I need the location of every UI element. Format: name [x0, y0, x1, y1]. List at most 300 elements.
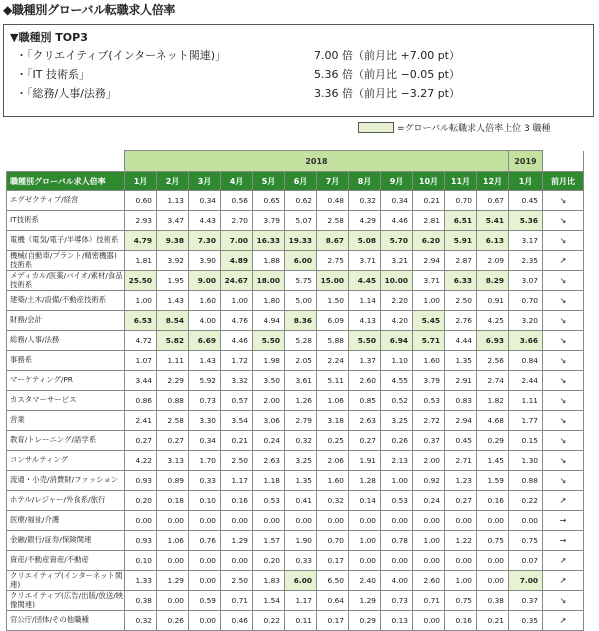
ratio-cell: 0.34 [381, 191, 413, 211]
ratio-cell: 0.00 [477, 511, 509, 531]
ratio-cell: 4.44 [445, 331, 477, 351]
ratio-cell: 3.13 [157, 451, 189, 471]
trend-arrow-icon: ↘ [543, 391, 584, 411]
ratio-cell: 6.09 [317, 311, 349, 331]
ratio-cell: 0.59 [189, 591, 221, 611]
ratio-cell: 3.06 [253, 411, 285, 431]
table-row [7, 311, 584, 331]
trend-arrow-icon: ↘ [543, 191, 584, 211]
ratio-cell: 1.00 [221, 291, 253, 311]
trend-arrow-icon: ↘ [543, 431, 584, 451]
ratio-cell: 0.16 [221, 491, 253, 511]
ratio-cell: 0.53 [413, 391, 445, 411]
ratio-cell: 1.37 [349, 351, 381, 371]
header-month: 1月 [509, 172, 543, 191]
ratio-cell: 4.43 [189, 211, 221, 231]
ratio-cell: 4.13 [349, 311, 381, 331]
ratio-cell: 5.07 [285, 211, 317, 231]
ratio-cell: 2.74 [477, 371, 509, 391]
ratio-cell: 1.45 [477, 451, 509, 471]
ratio-cell: 0.27 [125, 431, 157, 451]
ratio-cell: 0.24 [253, 431, 285, 451]
trend-arrow-icon: ↘ [543, 311, 584, 331]
ratio-cell: 0.16 [445, 611, 477, 631]
ratio-cell: 5.50 [253, 331, 285, 351]
ratio-cell: 2.60 [413, 571, 445, 591]
ratio-cell: 4.68 [477, 411, 509, 431]
trend-arrow-icon: ↗ [543, 251, 584, 271]
row-label: ホテル/レジャー/外食系/旅行 [7, 491, 125, 511]
ratio-cell: 0.46 [221, 611, 253, 631]
ratio-cell: 1.83 [253, 571, 285, 591]
ratio-cell: 0.00 [189, 551, 221, 571]
ratio-cell: 6.51 [445, 211, 477, 231]
ratio-cell: 0.18 [157, 491, 189, 511]
trend-arrow-icon: ↘ [543, 211, 584, 231]
ratio-cell: 0.00 [349, 511, 381, 531]
ratio-cell: 0.75 [445, 591, 477, 611]
ratio-cell: 1.26 [285, 391, 317, 411]
table-row [7, 431, 584, 451]
top3-item-value: 3.36 倍（前月比 −3.27 pt） [314, 87, 460, 100]
ratio-cell: 7.00 [221, 231, 253, 251]
ratio-cell: 3.79 [413, 371, 445, 391]
ratio-cell: 2.81 [413, 211, 445, 231]
ratio-cell: 0.73 [381, 591, 413, 611]
ratio-cell: 0.41 [285, 491, 317, 511]
row-label: コンサルティング [7, 451, 125, 471]
ratio-cell: 25.50 [125, 271, 157, 291]
ratio-cell: 1.35 [445, 351, 477, 371]
ratio-cell: 0.76 [189, 531, 221, 551]
top3-item-label: ・「IT 技術系」 [16, 68, 90, 81]
ratio-cell: 7.00 [509, 571, 543, 591]
ratio-cell: 4.20 [381, 311, 413, 331]
ratio-cell: 0.13 [381, 611, 413, 631]
ratio-cell: 3.61 [285, 371, 317, 391]
ratio-cell: 0.65 [253, 191, 285, 211]
ratio-cell: 2.70 [221, 211, 253, 231]
ratio-cell: 0.20 [253, 551, 285, 571]
ratio-cell: 0.35 [509, 611, 543, 631]
top3-item-label: ・「クリエイティブ(インターネット関連)」 [16, 49, 226, 62]
top3-item-value: 5.36 倍（前月比 −0.05 pt） [314, 68, 460, 81]
ratio-cell: 0.93 [125, 531, 157, 551]
ratio-cell: 0.00 [381, 511, 413, 531]
ratio-cell: 5.82 [157, 331, 189, 351]
ratio-cell: 0.89 [157, 471, 189, 491]
ratio-cell: 2.24 [317, 351, 349, 371]
header-month: 11月 [445, 172, 477, 191]
ratio-cell: 5.70 [381, 231, 413, 251]
ratio-cell: 4.55 [381, 371, 413, 391]
row-label: 機械(自動車/プラント/精密機器)技術系 [7, 251, 125, 271]
legend-text: =グローバル転職求人倍率上位 3 職種 [397, 124, 551, 134]
ratio-cell: 5.08 [349, 231, 381, 251]
ratio-cell: 6.20 [413, 231, 445, 251]
ratio-cell: 0.00 [157, 591, 189, 611]
ratio-cell: 10.00 [381, 271, 413, 291]
ratio-cell: 1.11 [157, 351, 189, 371]
ratio-cell: 2.50 [221, 571, 253, 591]
header-month: 4月 [221, 172, 253, 191]
ratio-cell: 0.00 [189, 511, 221, 531]
year-header-blank [543, 151, 584, 172]
ratio-cell: 0.17 [317, 551, 349, 571]
ratio-cell: 2.93 [125, 211, 157, 231]
ratio-cell: 0.15 [509, 431, 543, 451]
ratio-cell: 0.34 [189, 431, 221, 451]
ratio-cell: 0.10 [125, 551, 157, 571]
ratio-cell: 0.22 [509, 491, 543, 511]
table-row [7, 271, 584, 291]
row-label: クリエイティブ(広告/出版/放送/映像関連) [7, 591, 125, 611]
ratio-cell: 2.60 [349, 371, 381, 391]
ratio-cell: 3.20 [509, 311, 543, 331]
ratio-cell: 2.56 [477, 351, 509, 371]
ratio-cell: 19.33 [285, 231, 317, 251]
ratio-cell: 0.45 [509, 191, 543, 211]
ratio-cell: 1.72 [221, 351, 253, 371]
ratio-cell: 2.94 [413, 251, 445, 271]
ratio-cell: 0.17 [317, 611, 349, 631]
ratio-cell: 0.78 [381, 531, 413, 551]
ratio-cell: 0.25 [317, 431, 349, 451]
ratio-cell: 3.32 [221, 371, 253, 391]
ratio-cell: 2.20 [381, 291, 413, 311]
ratio-cell: 0.00 [413, 511, 445, 531]
ratio-cell: 2.72 [413, 411, 445, 431]
legend-swatch [358, 122, 394, 133]
ratio-cell: 8.54 [157, 311, 189, 331]
row-label: 資産/不動産資産/不動産 [7, 551, 125, 571]
ratio-cell: 2.71 [445, 451, 477, 471]
table-row [7, 231, 584, 251]
trend-arrow-icon: ↘ [543, 371, 584, 391]
ratio-cell: 3.17 [509, 231, 543, 251]
ratio-cell: 6.00 [285, 251, 317, 271]
ratio-cell: 0.21 [221, 431, 253, 451]
ratio-cell: 6.50 [317, 571, 349, 591]
ratio-cell: 0.27 [445, 491, 477, 511]
ratio-cell: 0.00 [477, 551, 509, 571]
ratio-cell: 0.00 [349, 551, 381, 571]
row-label: 財務/会計 [7, 311, 125, 331]
ratio-cell: 0.00 [189, 611, 221, 631]
ratio-cell: 0.60 [125, 191, 157, 211]
ratio-cell: 3.71 [413, 271, 445, 291]
ratio-cell: 2.13 [381, 451, 413, 471]
ratio-cell: 0.57 [221, 391, 253, 411]
ratio-cell: 6.33 [445, 271, 477, 291]
ratio-cell: 1.18 [253, 471, 285, 491]
ratio-cell: 1.22 [445, 531, 477, 551]
trend-arrow-icon: ↘ [543, 411, 584, 431]
ratio-cell: 4.46 [221, 331, 253, 351]
header-month: 前月比 [543, 172, 584, 191]
table-row [7, 511, 584, 531]
ratio-cell: 3.30 [189, 411, 221, 431]
ratio-cell: 0.64 [317, 591, 349, 611]
header-month: 1月 [125, 172, 157, 191]
ratio-cell: 4.25 [477, 311, 509, 331]
ratio-cell: 5.36 [509, 211, 543, 231]
ratio-cell: 0.07 [509, 551, 543, 571]
header-month: 6月 [285, 172, 317, 191]
ratio-cell: 0.29 [477, 431, 509, 451]
ratio-cell: 5.45 [413, 311, 445, 331]
ratio-cell: 0.70 [317, 531, 349, 551]
ratio-cell: 0.21 [477, 611, 509, 631]
ratio-cell: 3.71 [349, 251, 381, 271]
row-label: IT技術系 [7, 211, 125, 231]
ratio-cell: 0.00 [445, 511, 477, 531]
row-label: 事務系 [7, 351, 125, 371]
ratio-cell: 2.29 [157, 371, 189, 391]
table-row [7, 411, 584, 431]
table-row [7, 211, 584, 231]
ratio-cell: 9.00 [189, 271, 221, 291]
ratio-cell: 0.00 [413, 611, 445, 631]
top3-box [3, 24, 594, 117]
year-header-blank [7, 151, 125, 172]
ratio-cell: 1.70 [189, 451, 221, 471]
ratio-cell: 9.38 [157, 231, 189, 251]
row-label: 医療/福祉/介護 [7, 511, 125, 531]
ratio-cell: 0.00 [221, 551, 253, 571]
year-2019: 2019 [509, 151, 543, 172]
ratio-cell: 6.00 [285, 571, 317, 591]
ratio-cell: 1.80 [253, 291, 285, 311]
ratio-cell: 0.26 [157, 611, 189, 631]
header-month: 10月 [413, 172, 445, 191]
ratio-cell: 5.75 [285, 271, 317, 291]
ratio-cell: 1.60 [317, 471, 349, 491]
trend-arrow-icon: ↘ [543, 471, 584, 491]
ratio-cell: 4.00 [381, 571, 413, 591]
ratio-cell: 5.88 [317, 331, 349, 351]
ratio-cell: 3.25 [285, 451, 317, 471]
ratio-cell: 0.00 [157, 511, 189, 531]
ratio-cell: 0.22 [253, 611, 285, 631]
ratio-cell: 4.45 [349, 271, 381, 291]
ratio-cell: 4.29 [349, 211, 381, 231]
ratio-cell: 4.46 [381, 211, 413, 231]
ratio-cell: 1.60 [189, 291, 221, 311]
ratio-cell: 1.88 [253, 251, 285, 271]
ratio-cell: 0.75 [509, 531, 543, 551]
year-2018: 2018 [125, 151, 509, 172]
ratio-cell: 0.93 [125, 471, 157, 491]
ratio-cell: 0.92 [413, 471, 445, 491]
ratio-cell: 0.00 [381, 551, 413, 571]
ratio-cell: 6.13 [477, 231, 509, 251]
ratio-cell: 3.54 [221, 411, 253, 431]
table-row [7, 571, 584, 591]
trend-arrow-icon: ↗ [543, 571, 584, 591]
job-ratio-table [6, 150, 584, 631]
ratio-cell: 1.77 [509, 411, 543, 431]
ratio-cell: 3.18 [317, 411, 349, 431]
ratio-cell: 0.71 [221, 591, 253, 611]
ratio-cell: 0.27 [349, 431, 381, 451]
ratio-cell: 15.00 [317, 271, 349, 291]
ratio-cell: 0.26 [381, 431, 413, 451]
row-label: 官公庁/団体/その他職種 [7, 611, 125, 631]
row-label: クリエイティブ(インターネット関連) [7, 571, 125, 591]
trend-arrow-icon: ↘ [543, 231, 584, 251]
ratio-cell: 5.71 [413, 331, 445, 351]
ratio-cell: 1.13 [157, 191, 189, 211]
trend-arrow-icon: → [543, 531, 584, 551]
year-header-row [7, 151, 584, 172]
ratio-cell: 0.29 [349, 611, 381, 631]
top3-item-label: ・「総務/人事/法務」 [16, 87, 117, 100]
ratio-cell: 0.86 [125, 391, 157, 411]
ratio-cell: 5.28 [285, 331, 317, 351]
table-row [7, 351, 584, 371]
ratio-cell: 0.67 [477, 191, 509, 211]
ratio-cell: 0.48 [317, 191, 349, 211]
trend-arrow-icon: ↘ [543, 331, 584, 351]
row-label: 金融/銀行/証券/保険関連 [7, 531, 125, 551]
table-row [7, 371, 584, 391]
ratio-cell: 0.70 [445, 191, 477, 211]
ratio-cell: 2.06 [317, 451, 349, 471]
ratio-cell: 0.00 [317, 511, 349, 531]
header-caption: 職種別グローバル求人倍率 [7, 172, 125, 191]
ratio-cell: 5.91 [445, 231, 477, 251]
row-label: エグゼクティブ/経営 [7, 191, 125, 211]
ratio-cell: 0.00 [445, 551, 477, 571]
ratio-cell: 1.11 [509, 391, 543, 411]
ratio-cell: 1.50 [317, 291, 349, 311]
header-month: 2月 [157, 172, 189, 191]
ratio-cell: 1.06 [317, 391, 349, 411]
ratio-cell: 0.45 [445, 431, 477, 451]
ratio-cell: 0.34 [189, 191, 221, 211]
trend-arrow-icon: ↗ [543, 491, 584, 511]
ratio-cell: 0.00 [413, 551, 445, 571]
table-row [7, 391, 584, 411]
ratio-cell: 0.91 [477, 291, 509, 311]
ratio-cell: 1.29 [349, 591, 381, 611]
ratio-cell: 1.98 [253, 351, 285, 371]
ratio-cell: 0.00 [285, 511, 317, 531]
ratio-cell: 1.81 [125, 251, 157, 271]
ratio-cell: 0.53 [253, 491, 285, 511]
ratio-cell: 0.20 [125, 491, 157, 511]
ratio-cell: 0.27 [157, 431, 189, 451]
ratio-cell: 0.88 [509, 471, 543, 491]
table-row [7, 291, 584, 311]
page-title: ◆職種別グローバル転職求人倍率 [3, 3, 176, 17]
ratio-cell: 18.00 [253, 271, 285, 291]
ratio-cell: 2.41 [125, 411, 157, 431]
ratio-cell: 3.90 [189, 251, 221, 271]
header-month: 9月 [381, 172, 413, 191]
ratio-cell: 3.92 [157, 251, 189, 271]
ratio-cell: 0.52 [381, 391, 413, 411]
ratio-cell: 5.41 [477, 211, 509, 231]
ratio-cell: 3.25 [381, 411, 413, 431]
ratio-cell: 7.30 [189, 231, 221, 251]
ratio-cell: 3.21 [381, 251, 413, 271]
ratio-cell: 0.32 [349, 191, 381, 211]
ratio-cell: 1.00 [445, 571, 477, 591]
ratio-cell: 1.17 [221, 471, 253, 491]
row-label: 建築/土木/設備/不動産技術系 [7, 291, 125, 311]
header-month: 12月 [477, 172, 509, 191]
ratio-cell: 1.29 [221, 531, 253, 551]
ratio-cell: 2.35 [509, 251, 543, 271]
ratio-cell: 0.00 [221, 511, 253, 531]
ratio-cell: 0.24 [413, 491, 445, 511]
ratio-cell: 0.84 [509, 351, 543, 371]
ratio-cell: 0.00 [509, 511, 543, 531]
ratio-cell: 1.43 [189, 351, 221, 371]
ratio-cell: 8.36 [285, 311, 317, 331]
ratio-cell: 0.85 [349, 391, 381, 411]
table-row [7, 611, 584, 631]
ratio-cell: 2.58 [317, 211, 349, 231]
ratio-cell: 1.00 [349, 531, 381, 551]
table-row [7, 191, 584, 211]
trend-arrow-icon: ↗ [543, 551, 584, 571]
ratio-cell: 1.35 [285, 471, 317, 491]
header-month: 7月 [317, 172, 349, 191]
ratio-cell: 1.90 [285, 531, 317, 551]
ratio-cell: 3.47 [157, 211, 189, 231]
trend-arrow-icon: ↗ [543, 611, 584, 631]
top3-item-value: 7.00 倍（前月比 +7.00 pt） [314, 49, 460, 62]
ratio-cell: 0.11 [285, 611, 317, 631]
header-month: 5月 [253, 172, 285, 191]
ratio-cell: 1.23 [445, 471, 477, 491]
ratio-cell: 2.63 [253, 451, 285, 471]
ratio-cell: 24.67 [221, 271, 253, 291]
ratio-cell: 0.37 [413, 431, 445, 451]
ratio-cell: 0.00 [189, 571, 221, 591]
row-label: 営業 [7, 411, 125, 431]
ratio-cell: 0.33 [189, 471, 221, 491]
trend-arrow-icon: ↘ [543, 271, 584, 291]
ratio-cell: 6.94 [381, 331, 413, 351]
ratio-cell: 0.75 [477, 531, 509, 551]
ratio-cell: 1.14 [349, 291, 381, 311]
ratio-cell: 2.87 [445, 251, 477, 271]
ratio-cell: 4.72 [125, 331, 157, 351]
ratio-cell: 2.05 [285, 351, 317, 371]
ratio-cell: 0.00 [253, 511, 285, 531]
ratio-cell: 0.16 [477, 491, 509, 511]
ratio-cell: 0.53 [381, 491, 413, 511]
ratio-cell: 1.00 [413, 291, 445, 311]
ratio-cell: 0.37 [509, 591, 543, 611]
ratio-cell: 5.11 [317, 371, 349, 391]
ratio-cell: 0.32 [317, 491, 349, 511]
ratio-cell: 2.50 [221, 451, 253, 471]
ratio-cell: 2.50 [445, 291, 477, 311]
ratio-cell: 16.33 [253, 231, 285, 251]
trend-arrow-icon: ↘ [543, 351, 584, 371]
ratio-cell: 0.10 [189, 491, 221, 511]
top3-heading: ▼職種別 TOP3 [10, 31, 88, 44]
ratio-cell: 2.94 [445, 411, 477, 431]
ratio-cell: 2.58 [157, 411, 189, 431]
ratio-cell: 0.73 [189, 391, 221, 411]
ratio-cell: 1.10 [381, 351, 413, 371]
